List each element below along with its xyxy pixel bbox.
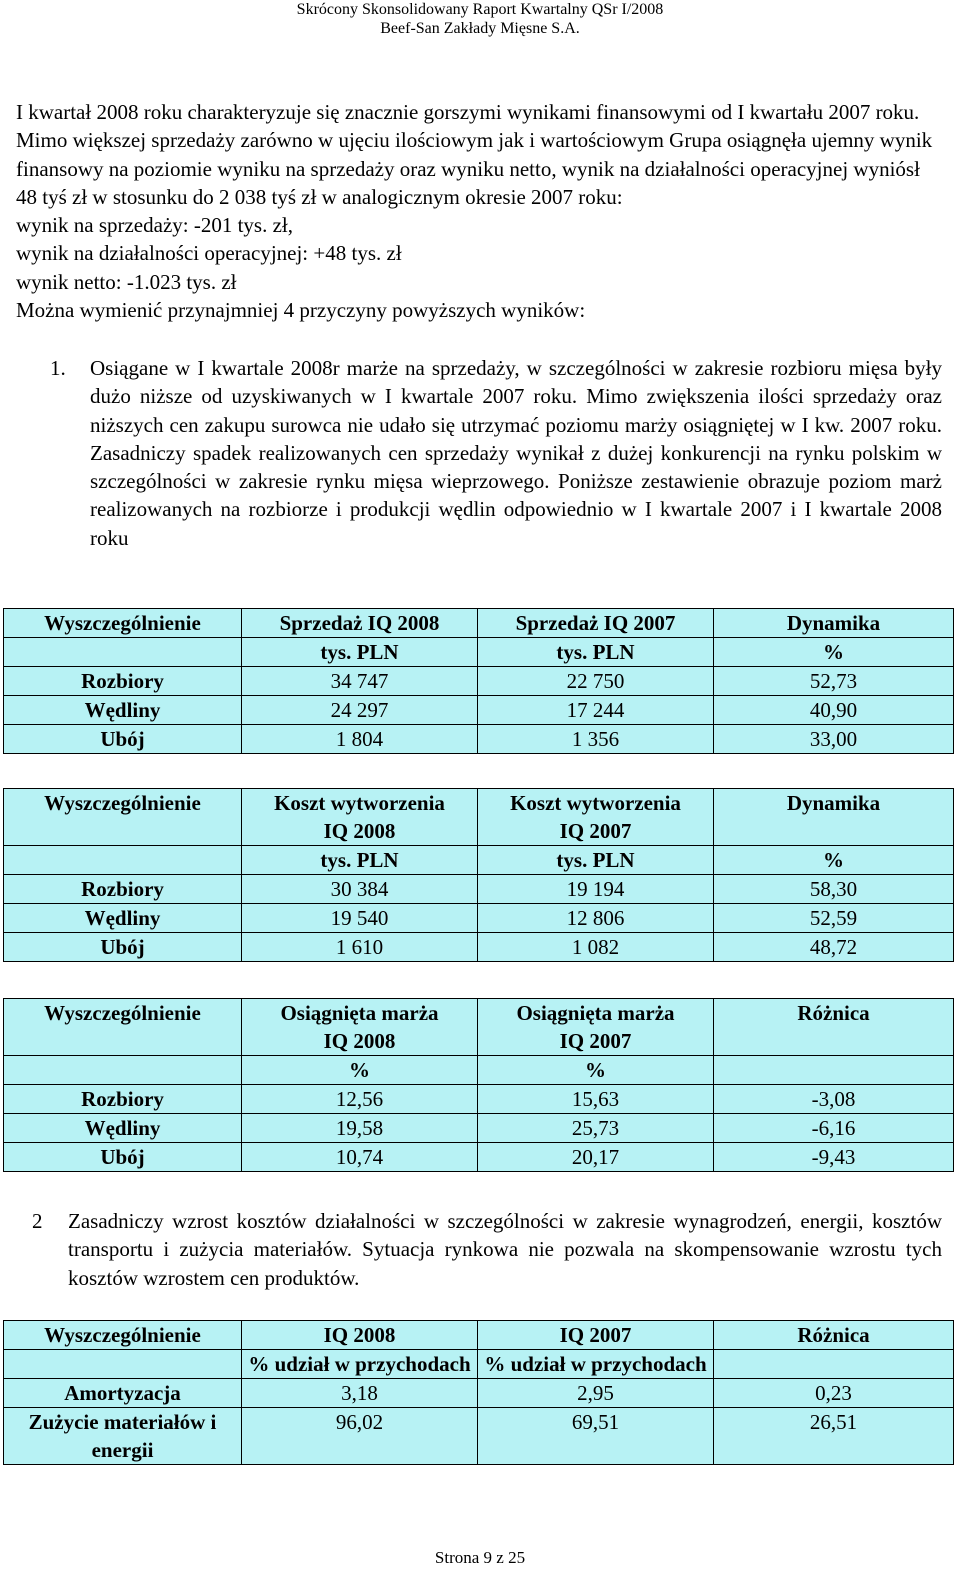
row-label: Rozbiory (4, 875, 242, 904)
margin-table (3, 998, 954, 1172)
header-cell: Wyszczególnienie (4, 999, 242, 1056)
row-label: Ubój (4, 933, 242, 962)
table-cell: 12,56 (242, 1085, 478, 1114)
table-cell: 17 244 (478, 696, 714, 725)
sales-table (3, 608, 954, 754)
row-label: Zużycie materiałów i energii (4, 1408, 242, 1465)
table-cell: 34 747 (242, 667, 478, 696)
table-cell: 19 194 (478, 875, 714, 904)
table-cell: 20,17 (478, 1143, 714, 1172)
header-cell: Dynamika (714, 609, 954, 638)
table-cell: 69,51 (478, 1408, 714, 1465)
header-cell: Koszt wytworzenia IQ 2007 (478, 789, 714, 846)
reason-2-number: 2 (32, 1209, 43, 1233)
row-label: Amortyzacja (4, 1379, 242, 1408)
table-unit-row (4, 1350, 954, 1379)
unit-cell: % (714, 638, 954, 667)
table-cell: 10,74 (242, 1143, 478, 1172)
table-cell: 1 610 (242, 933, 478, 962)
table-cell: -6,16 (714, 1114, 954, 1143)
header-cell: Osiągnięta marża IQ 2007 (478, 999, 714, 1056)
header-cell: Sprzedaż IQ 2008 (242, 609, 478, 638)
unit-cell: % (714, 846, 954, 875)
table-cell: -3,08 (714, 1085, 954, 1114)
table-cell: -9,43 (714, 1143, 954, 1172)
table-cell: 19,58 (242, 1114, 478, 1143)
table-cell: 30 384 (242, 875, 478, 904)
table-cell: 12 806 (478, 904, 714, 933)
unit-cell: % (478, 1056, 714, 1085)
table-unit-row (4, 1056, 954, 1085)
page-number: Strona 9 z 25 (434, 1548, 526, 1567)
table-cell: 2,95 (478, 1379, 714, 1408)
unit-cell: tys. PLN (242, 846, 478, 875)
table-cell: 15,63 (478, 1085, 714, 1114)
table-unit-row (4, 846, 954, 875)
unit-cell (4, 638, 242, 667)
unit-cell (4, 1350, 242, 1379)
report-title: Skrócony Skonsolidowany Raport Kwartalny QSr I/2008 (296, 1, 664, 18)
table-row (4, 667, 954, 696)
table-cell: 3,18 (242, 1379, 478, 1408)
intro-section (16, 98, 946, 324)
operating-result-line: wynik na działalności operacyjnej: +48 tys. zł (16, 241, 402, 266)
reasons-line: Można wymienić przynajmniej 4 przyczyny powyższych wyników: (16, 298, 586, 323)
header-cell: Różnica (714, 999, 954, 1056)
net-result-line: wynik netto: -1.023 tys. zł (16, 269, 237, 294)
row-label: Wędliny (4, 1114, 242, 1143)
row-label: Ubój (4, 725, 242, 754)
table-cell: 52,73 (714, 667, 954, 696)
table-cell: 1 804 (242, 725, 478, 754)
table-cell: 52,59 (714, 904, 954, 933)
intro-paragraph: I kwartał 2008 roku charakteryzuje się znacznie gorszymi wynikami finansowymi od I kwartału 2007 roku. Mimo większej sprzedaży zarówno w ujęciu ilościowym jak i wartościowym Grupa osiągnęła ujemny wynik finansowy na poziomie wyniku na sprzedaży oraz wyniku netto, wynik na działalności operacyjnej wyniósł 48 tyś zł w stosunku do 2 038 tyś zł w analogicznym okresie 2007 roku: (16, 100, 933, 209)
table-cell: 96,02 (242, 1408, 478, 1465)
header-cell: Wyszczególnienie (4, 789, 242, 846)
table-unit-row (4, 638, 954, 667)
unit-cell: % udział w przychodach (478, 1350, 714, 1379)
row-label: Rozbiory (4, 667, 242, 696)
table-header-row (4, 999, 954, 1056)
row-label: Wędliny (4, 696, 242, 725)
table-header-row (4, 609, 954, 638)
table-cell: 1 356 (478, 725, 714, 754)
unit-cell (4, 846, 242, 875)
unit-cell (4, 1056, 242, 1085)
table-header-row (4, 789, 954, 846)
table-cell: 22 750 (478, 667, 714, 696)
revenue-share-table (3, 1320, 954, 1465)
table-row (4, 933, 954, 962)
header-cell: Dynamika (714, 789, 954, 846)
table-cell: 48,72 (714, 933, 954, 962)
row-label: Wędliny (4, 904, 242, 933)
table-cell: 58,30 (714, 875, 954, 904)
reason-1-number: 1. (50, 356, 66, 380)
table-cell: 1 082 (478, 933, 714, 962)
table-cell: 19 540 (242, 904, 478, 933)
row-label: Rozbiory (4, 1085, 242, 1114)
company-name: Beef-San Zakłady Mięsne S.A. (380, 20, 580, 37)
header-cell: IQ 2007 (478, 1321, 714, 1350)
row-label: Ubój (4, 1143, 242, 1172)
table-cell: 26,51 (714, 1408, 954, 1465)
table-row (4, 875, 954, 904)
header-cell: Różnica (714, 1321, 954, 1350)
unit-cell: % (242, 1056, 478, 1085)
header-cell: Osiągnięta marża IQ 2008 (242, 999, 478, 1056)
table-row (4, 1143, 954, 1172)
unit-cell (714, 1056, 954, 1085)
table-cell: 0,23 (714, 1379, 954, 1408)
table-cell: 33,00 (714, 725, 954, 754)
header-cell: IQ 2008 (242, 1321, 478, 1350)
page-header (0, 0, 960, 38)
table-row (4, 1379, 954, 1408)
header-cell: Wyszczególnienie (4, 609, 242, 638)
table-cell: 40,90 (714, 696, 954, 725)
table-header-row (4, 1321, 954, 1350)
table-row (4, 1408, 954, 1465)
reason-1-text: Osiągane w I kwartale 2008r marże na sprzedaży, w szczególności w zakresie rozbioru mięsa były dużo niższe od uzyskiwanych w I kwartale 2007 roku. Mimo zwiększenia ilości sprzedaży oraz niższych cen zakupu surowca nie udało się utrzymać poziomu marży osiągniętej w I kw. 2007 roku. Zasadniczy spadek realizowanych cen sprzedaży wynikał z dużej konkurencji na rynku polskim w szczególności w zakresie rynku mięsa wieprzowego. Poniższe zestawienie obrazuje poziom marż realizowanych na rozbiorze i produkcji wędlin odpowiednio w I kwartale 2007 i I kwartale 2008 roku (90, 356, 942, 550)
reason-2-text: Zasadniczy wzrost kosztów działalności w szczególności w zakresie wynagrodzeń, energii, kosztów transportu i zużycia materiałów. Sytuacja rynkowa nie pozwala na skompensowanie wzrostu tych kosztów wzrostem cen produktów. (68, 1209, 942, 1290)
unit-cell: tys. PLN (478, 846, 714, 875)
sales-result-line: wynik na sprzedaży: -201 tys. zł, (16, 213, 294, 238)
table-cell: 24 297 (242, 696, 478, 725)
unit-cell (714, 1350, 954, 1379)
production-cost-table (3, 788, 954, 962)
table-cell: 25,73 (478, 1114, 714, 1143)
unit-cell: % udział w przychodach (242, 1350, 478, 1379)
header-cell: Sprzedaż IQ 2007 (478, 609, 714, 638)
table-row (4, 904, 954, 933)
table-row (4, 1085, 954, 1114)
header-cell: Koszt wytworzenia IQ 2008 (242, 789, 478, 846)
table-row (4, 696, 954, 725)
table-row (4, 1114, 954, 1143)
header-cell: Wyszczególnienie (4, 1321, 242, 1350)
unit-cell: tys. PLN (478, 638, 714, 667)
unit-cell: tys. PLN (242, 638, 478, 667)
table-row (4, 725, 954, 754)
